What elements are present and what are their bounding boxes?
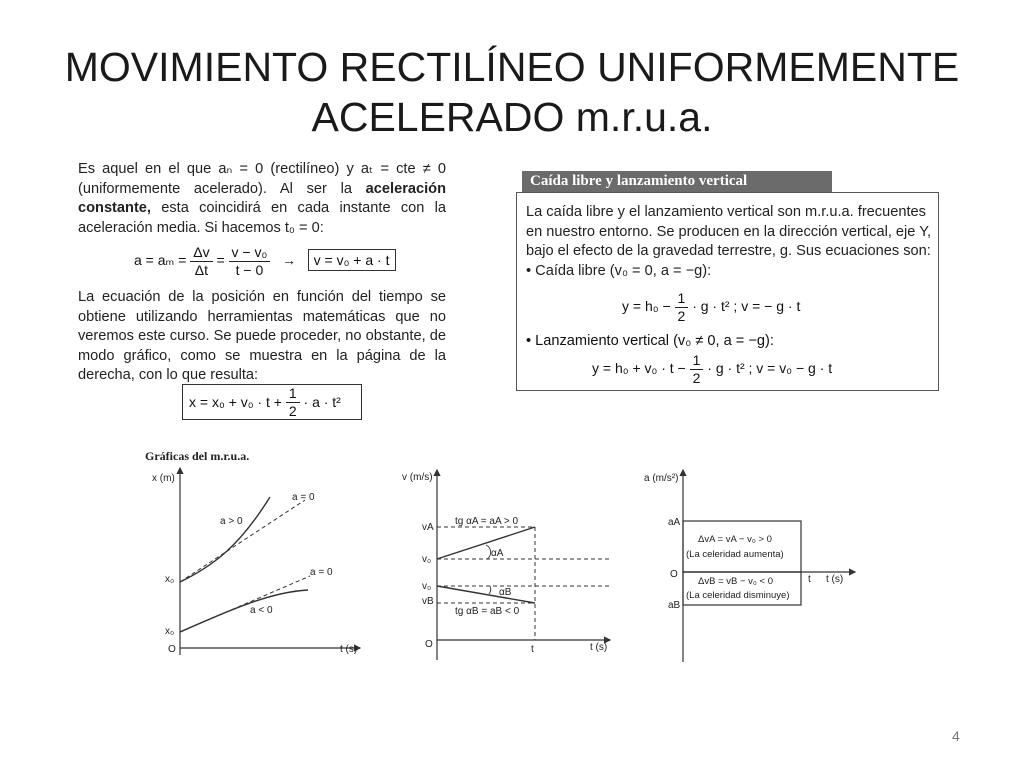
graph-position-time bbox=[180, 468, 360, 655]
pos-eq-a: x = x₀ + v₀ · t + bbox=[189, 394, 282, 410]
frac2-num: v − v₀ bbox=[229, 244, 271, 262]
position-paragraph: La ecuación de la posición en función del tiempo se obtiene utilizando herramientas matemáticas que no veremos este curso. Se puede proceder, no obstante, de modo gráfico, como se muestra en la página de la derecha, con lo que resulta: bbox=[78, 289, 446, 383]
g2-v0-bottom: v₀ bbox=[422, 581, 432, 592]
eq1-b: · g · t² ; v = − g · t bbox=[692, 298, 801, 315]
g2-x-label: t (s) bbox=[590, 642, 608, 653]
g3-note-b: (La celeridad disminuye) bbox=[686, 590, 790, 601]
pos-frac-den: 2 bbox=[288, 402, 297, 419]
eq2-a: y = h₀ + v₀ · t − bbox=[592, 360, 686, 377]
g3-dvb: ΔvB = vB − v₀ < 0 bbox=[698, 576, 773, 587]
g2-vb: vB bbox=[422, 596, 434, 607]
g1-label-a-neg: a < 0 bbox=[250, 605, 273, 616]
eq-lhs: a = aₘ = bbox=[134, 252, 187, 269]
graph-acceleration-time bbox=[683, 470, 855, 662]
g1-label-a-zero-top: a = 0 bbox=[292, 492, 315, 503]
g2-y-label: v (m/s) bbox=[402, 472, 433, 483]
g2-line-b bbox=[437, 586, 535, 603]
g1-curve-a-neg bbox=[180, 590, 308, 632]
g2-angle-b bbox=[489, 586, 491, 594]
g3-rect-a bbox=[683, 521, 801, 572]
g1-dashed-top bbox=[180, 500, 305, 582]
g3-dva: ΔvA = vA − v₀ > 0 bbox=[698, 534, 772, 545]
page-number: 4 bbox=[952, 728, 960, 744]
graphs-title: Gráficas del m.r.u.a. bbox=[145, 449, 250, 463]
frac1-den: Δt bbox=[194, 262, 209, 278]
frac1-num: Δv bbox=[190, 244, 212, 262]
g2-tg-a: tg αA = aA > 0 bbox=[455, 516, 519, 527]
g2-origin: O bbox=[425, 639, 433, 650]
g2-tg-b: tg αB = aB < 0 bbox=[455, 606, 520, 617]
velocity-result-box: v = v₀ + a · t bbox=[308, 249, 396, 271]
g2-line-a bbox=[437, 527, 535, 559]
g1-label-a-pos: a > 0 bbox=[220, 516, 243, 527]
title-line-1: MOVIMIENTO RECTILÍNEO UNIFORMEMENTE bbox=[64, 44, 960, 90]
eq2-den: 2 bbox=[692, 370, 701, 386]
g3-origin: O bbox=[670, 569, 678, 580]
g2-v0-top: v₀ bbox=[422, 554, 432, 565]
g2-alpha-a: αA bbox=[491, 548, 504, 559]
eq-equals: = bbox=[216, 252, 225, 269]
g3-y-label: a (m/s²) bbox=[644, 473, 679, 484]
g1-origin: O bbox=[168, 644, 176, 655]
eq1-den: 2 bbox=[677, 308, 686, 324]
g1-x-label: t (s) bbox=[340, 644, 358, 655]
g1-label-a-zero-bottom: a = 0 bbox=[310, 567, 333, 578]
g2-t-mark: t bbox=[531, 644, 534, 655]
pos-eq-b: · a · t² bbox=[303, 394, 341, 410]
eq2-num: 1 bbox=[690, 352, 704, 370]
eq1-num: 1 bbox=[675, 290, 689, 308]
g3-t-mark: t bbox=[808, 574, 811, 585]
g2-angle-a bbox=[486, 545, 491, 559]
graph-velocity-time bbox=[437, 470, 610, 660]
g3-aa: aA bbox=[668, 517, 681, 528]
g3-note-a: (La celeridad aumenta) bbox=[686, 549, 784, 560]
g1-dashed-bottom bbox=[180, 576, 310, 632]
bullet-vertical-throw: • Lanzamiento vertical (v₀ ≠ 0, a = −g): bbox=[526, 333, 774, 349]
g1-x0-bottom: x₀ bbox=[165, 626, 175, 637]
pos-frac-num: 1 bbox=[286, 385, 300, 403]
g3-ab: aB bbox=[668, 600, 681, 611]
g1-y-label: x (m) bbox=[152, 473, 175, 484]
eq2-b: · g · t² ; v = v₀ − g · t bbox=[707, 360, 833, 377]
g2-va: vA bbox=[422, 522, 434, 533]
free-fall-paragraph: La caída libre y el lanzamiento vertical son m.r.u.a. frecuentes en nuestro entorno. Se producen en la dirección vertical, eje Y, bajo el efecto de la gravedad terrestre, g. Sus ecuaciones son: bbox=[526, 204, 932, 259]
g3-x-label: t (s) bbox=[826, 574, 844, 585]
title-line-2: ACELERADO m.r.u.a. bbox=[311, 94, 713, 140]
eq-arrow: → bbox=[281, 252, 296, 269]
intro-text: Es aquel en el que aₙ = 0 (rectilíneo) y aₜ = cte ≠ 0 (uniformemente acelerado). Al ser la bbox=[78, 161, 446, 197]
free-fall-header: Caída libre y lanzamiento vertical bbox=[522, 171, 832, 192]
intro-bold: aceleración constante, bbox=[78, 180, 446, 216]
intro-rest: esta coincidirá en cada instante con la aceleración media. Si hacemos t₀ = 0: bbox=[78, 200, 446, 236]
frac2-den: t − 0 bbox=[235, 262, 264, 278]
g1-x0-top: x₀ bbox=[165, 574, 175, 585]
g1-curve-a-pos bbox=[180, 497, 270, 582]
eq1-a: y = h₀ − bbox=[622, 298, 671, 315]
g2-alpha-b: αB bbox=[499, 587, 512, 598]
bullet-free-fall: • Caída libre (v₀ = 0, a = −g): bbox=[526, 262, 712, 279]
